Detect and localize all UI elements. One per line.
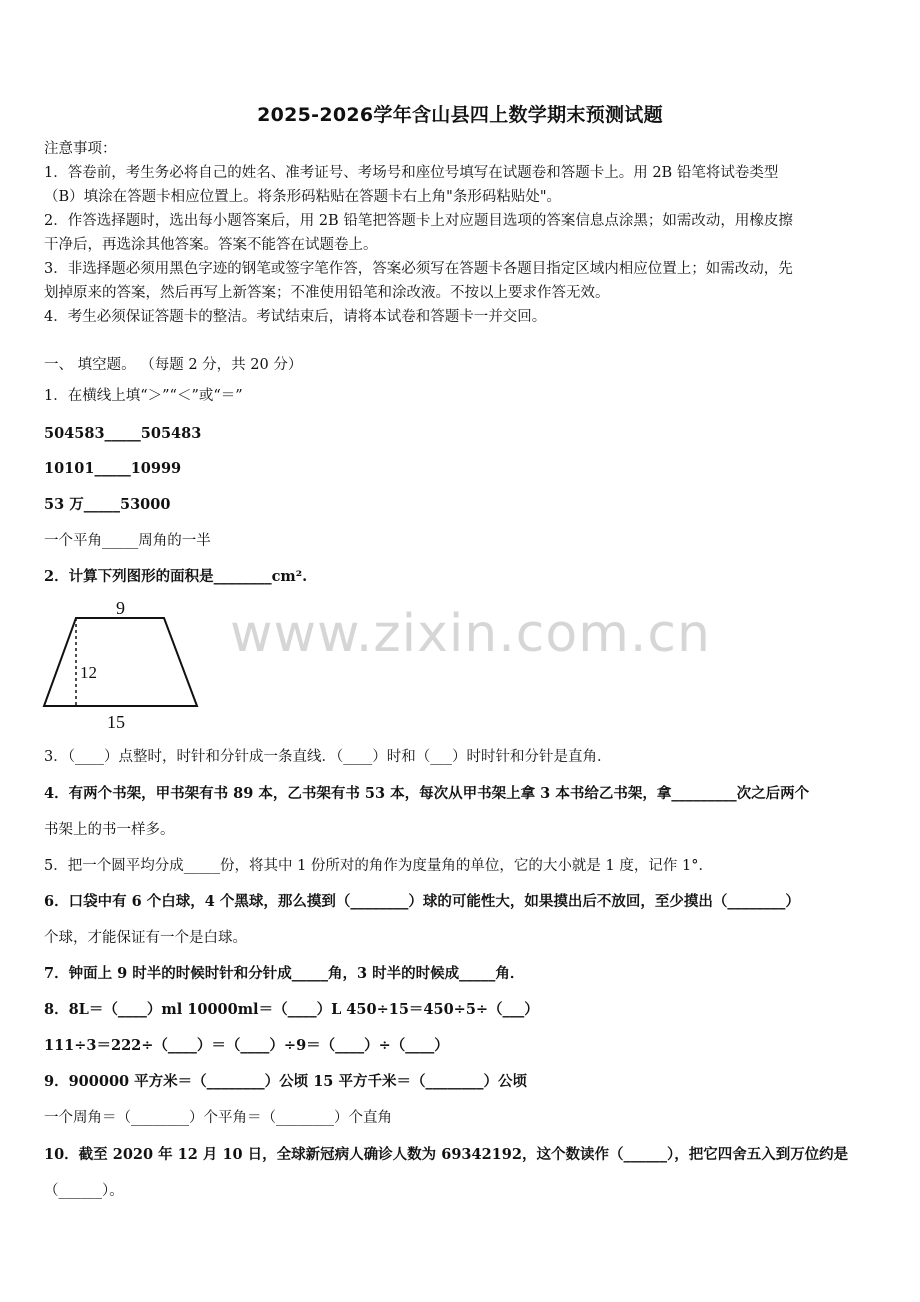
bottom-side-label: 15 — [107, 712, 125, 732]
note-3a: 3．非选择题必须用黑色字迹的钢笔或签字笔作答，答案必须写在答题卡各题目指定区域内相应位置上；如需改动，先 — [44, 261, 793, 277]
note-1a: 1．答卷前，考生务必将自己的姓名、准考证号、考场号和座位号填写在试题卷和答题卡上。用 2B 铅笔将试卷类型 — [44, 165, 779, 181]
question-1c: 53 万_____53000 — [44, 496, 171, 513]
question-1d: 一个平角_____周角的一半 — [44, 533, 211, 549]
question-1b: 10101_____10999 — [44, 460, 182, 477]
height-label: 12 — [80, 663, 97, 682]
section-heading: 一、 填空题。 （每题 2 分，共 20 分） — [44, 357, 303, 373]
question-4b: 书架上的书一样多。 — [44, 822, 175, 838]
question-8a: 8．8L＝（____）ml 10000ml＝（____）L 450÷15＝450÷5÷（___） — [44, 1001, 539, 1018]
page-title: 2025-2026学年含山县四上数学期末预测试题 — [257, 104, 663, 126]
question-2-stem: 2．计算下列图形的面积是________cm². — [44, 568, 308, 585]
question-3: 3．（____）点整时，时针和分针成一条直线．（____）时和（___）时时针和分针是直角． — [44, 749, 612, 765]
question-9b: 一个周角＝（________）个平角＝（________）个直角 — [44, 1110, 392, 1126]
trapezoid-figure — [40, 596, 215, 736]
question-1a: 504583_____505483 — [44, 425, 202, 442]
notes-heading: 注意事项： — [44, 141, 117, 157]
question-8b: 111÷3＝222÷（____）＝（____）÷9＝（____）÷（____） — [44, 1037, 449, 1054]
question-6a: 6．口袋中有 6 个白球，4 个黑球，那么摸到（________）球的可能性大，如果摸出后不放回，至少摸出（________） — [44, 893, 800, 910]
question-1-stem: 1．在横线上填“＞”“＜”或“＝” — [44, 388, 243, 404]
question-10b: （______）。 — [44, 1183, 124, 1199]
watermark: www.zixin.com.cn — [230, 604, 711, 664]
question-9a: 9．900000 平方米＝（________）公顷 15 平方千米＝（________）公顷 — [44, 1073, 527, 1090]
note-4: 4．考生必须保证答题卡的整洁。考试结束后，请将本试卷和答题卡一并交回。 — [44, 309, 547, 325]
question-10a: 10．截至 2020 年 12 月 10 日，全球新冠病人确诊人数为 69342192，这个数读作（______），把它四舍五入到万位约是 — [44, 1146, 849, 1163]
question-4a: 4．有两个书架，甲书架有书 89 本，乙书架有书 53 本，每次从甲书架上拿 3 本书给乙书架，拿_________次之后两个 — [44, 785, 810, 802]
note-2a: 2．作答选择题时，选出每小题答案后，用 2B 铅笔把答题卡上对应题目选项的答案信息点涂黑；如需改动，用橡皮擦 — [44, 213, 793, 229]
note-2b: 干净后，再选涂其他答案。答案不能答在试题卷上。 — [44, 237, 378, 253]
question-6b: 个球，才能保证有一个是白球。 — [44, 930, 247, 946]
question-5: 5．把一个圆平均分成_____份，将其中 1 份所对的角作为度量角的单位，它的大小就是 1 度，记作 1°． — [44, 858, 713, 874]
question-7: 7．钟面上 9 时半的时候时针和分针成_____角，3 时半的时候成_____角． — [44, 965, 525, 982]
trapezoid-shape — [44, 618, 197, 706]
top-side-label: 9 — [116, 598, 125, 618]
note-1b: （B）填涂在答题卡相应位置上。将条形码粘贴在答题卡右上角"条形码粘贴处"。 — [44, 189, 561, 205]
note-3b: 划掉原来的答案，然后再写上新答案；不准使用铅笔和涂改液。不按以上要求作答无效。 — [44, 285, 610, 301]
